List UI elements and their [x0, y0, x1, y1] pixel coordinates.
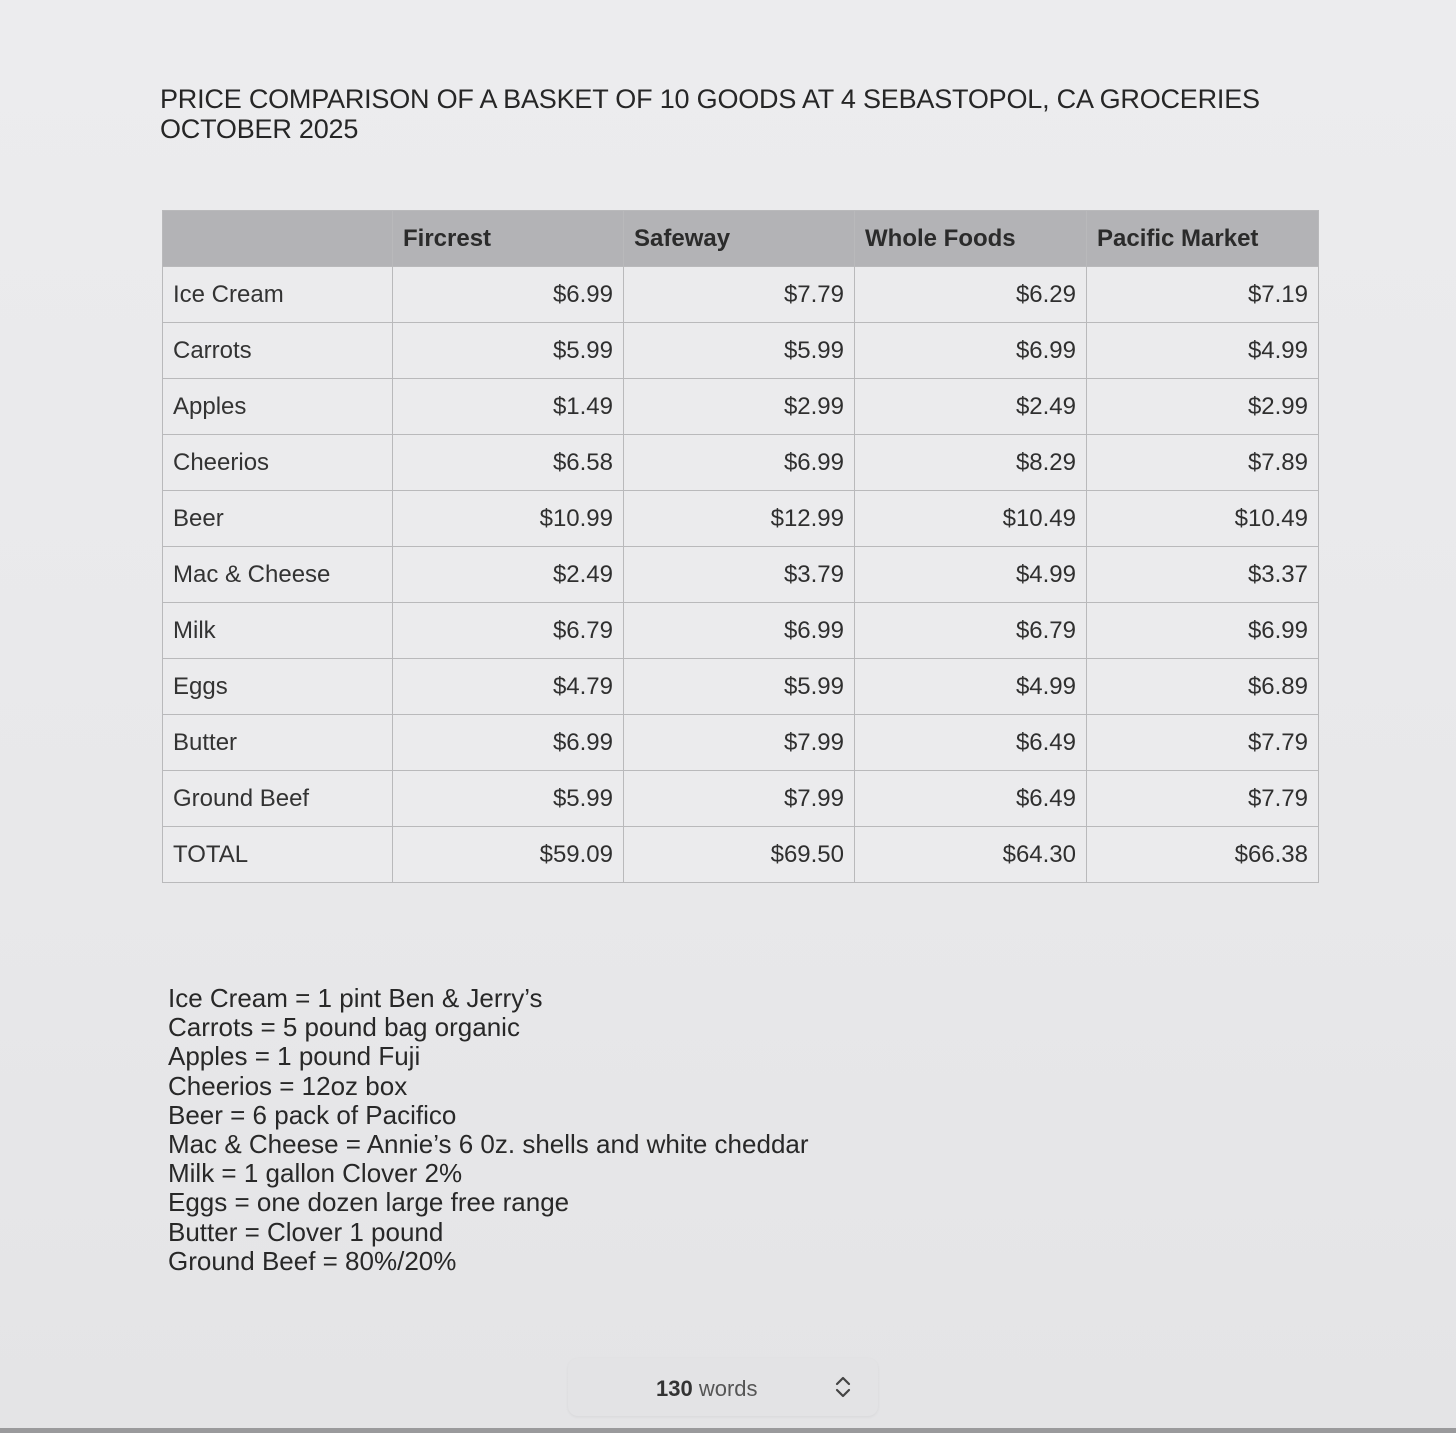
- price-cell: $6.49: [855, 771, 1087, 827]
- bottom-edge-bar: [0, 1428, 1456, 1433]
- price-cell: $5.99: [624, 659, 855, 715]
- item-name-cell: Eggs: [163, 659, 393, 715]
- price-cell: $4.79: [393, 659, 624, 715]
- item-name-cell: Apples: [163, 379, 393, 435]
- item-name-cell: Carrots: [163, 323, 393, 379]
- item-name-cell: Milk: [163, 603, 393, 659]
- price-cell: $6.99: [1087, 603, 1319, 659]
- item-name-cell: Ground Beef: [163, 771, 393, 827]
- price-cell: $3.37: [1087, 547, 1319, 603]
- title-line-2: OCTOBER 2025: [160, 114, 359, 144]
- price-cell: $5.99: [393, 323, 624, 379]
- table-row: [163, 267, 1319, 323]
- item-name-cell: Mac & Cheese: [163, 547, 393, 603]
- price-cell: $7.99: [624, 771, 855, 827]
- price-cell: $10.99: [393, 491, 624, 547]
- table-row: [163, 715, 1319, 771]
- definition-line: Ice Cream = 1 pint Ben & Jerry’s: [168, 983, 543, 1013]
- price-cell: $4.99: [1087, 323, 1319, 379]
- price-comparison-table: [162, 210, 1319, 883]
- header-cell-fircrest: Fircrest: [393, 211, 624, 267]
- price-cell: $6.99: [624, 603, 855, 659]
- word-count-text: [656, 1376, 758, 1402]
- price-cell: $8.29: [855, 435, 1087, 491]
- table-header-row: [163, 211, 1319, 267]
- price-cell: $7.79: [1087, 771, 1319, 827]
- header-cell-safeway: Safeway: [624, 211, 855, 267]
- price-cell: $5.99: [393, 771, 624, 827]
- definition-line: Apples = 1 pound Fuji: [168, 1041, 421, 1072]
- price-cell: $7.19: [1087, 267, 1319, 323]
- price-cell: $59.09: [393, 827, 624, 883]
- price-cell: $2.49: [393, 547, 624, 603]
- price-cell: $66.38: [1087, 827, 1319, 883]
- price-cell: $2.49: [855, 379, 1087, 435]
- item-name-cell: Cheerios: [163, 435, 393, 491]
- table-row: [163, 659, 1319, 715]
- price-cell: $7.89: [1087, 435, 1319, 491]
- price-cell: $6.58: [393, 435, 624, 491]
- table-total-row: [163, 827, 1319, 883]
- price-cell: $64.30: [855, 827, 1087, 883]
- word-count-number: 130: [656, 1376, 693, 1401]
- price-cell: $6.79: [855, 603, 1087, 659]
- definition-line: Carrots = 5 pound bag organic: [168, 1012, 520, 1043]
- document-title: [160, 84, 1340, 144]
- table-body: [163, 267, 1319, 883]
- price-cell: $6.49: [855, 715, 1087, 771]
- header-cell-item: [163, 211, 393, 267]
- price-cell: $10.49: [1087, 491, 1319, 547]
- word-count-label: words: [698, 1376, 758, 1401]
- table-row: [163, 547, 1319, 603]
- item-name-cell: Beer: [163, 491, 393, 547]
- definition-line: Beer = 6 pack of Pacifico: [168, 1099, 457, 1130]
- price-cell: $7.79: [624, 267, 855, 323]
- price-cell: $6.29: [855, 267, 1087, 323]
- price-cell: $6.99: [624, 435, 855, 491]
- definition-line: Butter = Clover 1 pound: [168, 1216, 444, 1247]
- price-cell: $6.79: [393, 603, 624, 659]
- price-cell: $4.99: [855, 547, 1087, 603]
- price-cell: $6.99: [393, 715, 624, 771]
- price-cell: $5.99: [624, 323, 855, 379]
- price-cell: $3.79: [624, 547, 855, 603]
- price-cell: $2.99: [624, 379, 855, 435]
- item-name-cell: Ice Cream: [163, 267, 393, 323]
- price-cell: $2.99: [1087, 379, 1319, 435]
- price-cell: $12.99: [624, 491, 855, 547]
- item-name-cell: Butter: [163, 715, 393, 771]
- price-cell: $6.89: [1087, 659, 1319, 715]
- price-cell: $4.99: [855, 659, 1087, 715]
- up-down-chevron-icon[interactable]: [834, 1374, 852, 1400]
- price-cell: $10.49: [855, 491, 1087, 547]
- header-cell-whole-foods: Whole Foods: [855, 211, 1087, 267]
- price-cell: $6.99: [393, 267, 624, 323]
- table-row: [163, 435, 1319, 491]
- item-name-cell: TOTAL: [163, 827, 393, 883]
- definition-line: Ground Beef = 80%/20%: [168, 1245, 457, 1276]
- item-definitions: [168, 984, 809, 1276]
- price-cell: $1.49: [393, 379, 624, 435]
- table-row: [163, 603, 1319, 659]
- definition-line: Cheerios = 12oz box: [168, 1070, 408, 1101]
- word-count-pill[interactable]: [568, 1358, 878, 1416]
- definition-line: Mac & Cheese = Annie’s 6 0z. shells and white cheddar: [168, 1129, 809, 1160]
- definition-line: Milk = 1 gallon Clover 2%: [168, 1158, 463, 1189]
- table-row: [163, 379, 1319, 435]
- title-line-1: PRICE COMPARISON OF A BASKET OF 10 GOODS AT 4 SEBASTOPOL, CA GROCERIES: [160, 84, 1260, 114]
- price-cell: $6.99: [855, 323, 1087, 379]
- price-cell: $7.79: [1087, 715, 1319, 771]
- header-cell-pacific-market: Pacific Market: [1087, 211, 1319, 267]
- definition-line: Eggs = one dozen large free range: [168, 1187, 570, 1218]
- price-cell: $7.99: [624, 715, 855, 771]
- table-row: [163, 491, 1319, 547]
- price-cell: $69.50: [624, 827, 855, 883]
- table-row: [163, 771, 1319, 827]
- table-row: [163, 323, 1319, 379]
